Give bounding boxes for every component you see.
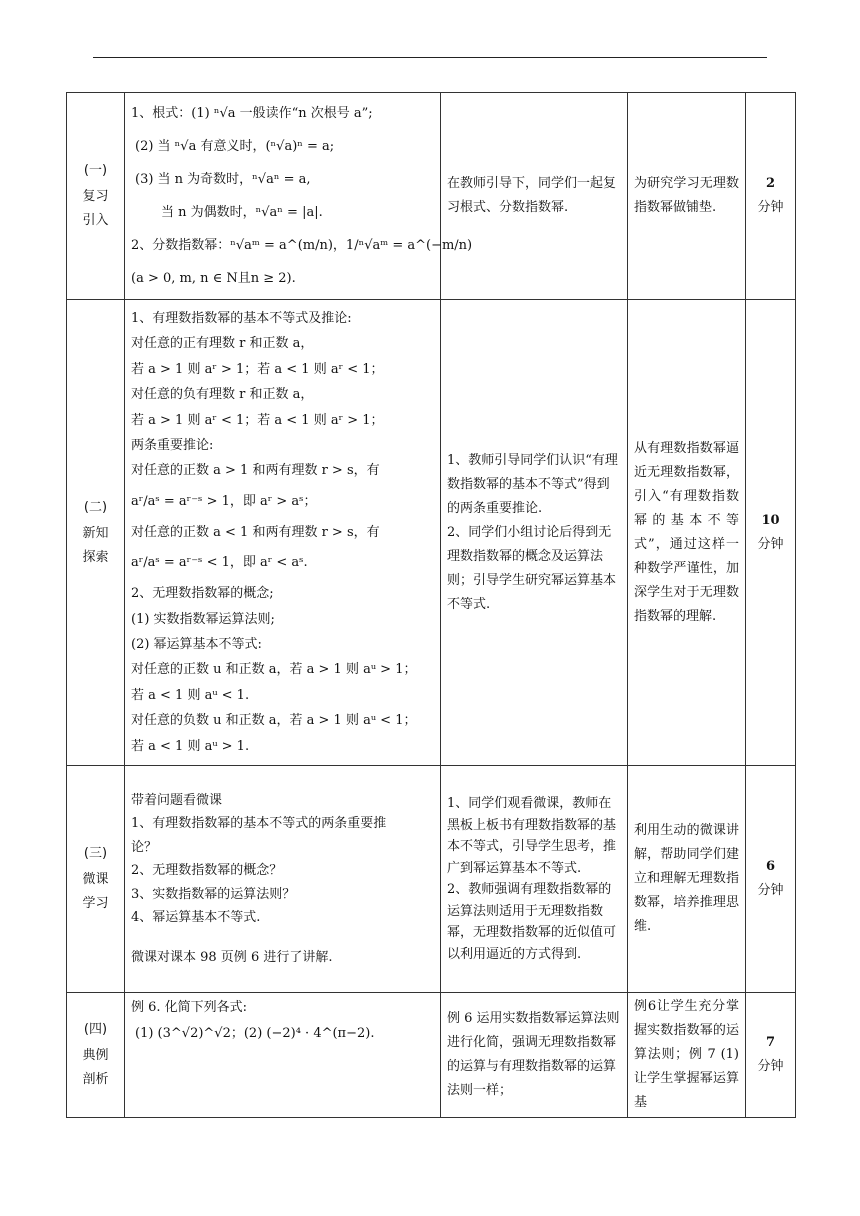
content-line: (1) 实数指数幂运算法则;	[131, 611, 275, 627]
time-cell	[746, 993, 796, 1118]
intent-cell: 利用生动的微课讲解，帮助同学们建立和理解无理数指数幂，培养推理思维.	[628, 766, 746, 993]
content-line: 当 n 为偶数时，ⁿ√aⁿ = |a|.	[161, 205, 323, 220]
content-line: (1) (3^√2)^√2；(2) (−2)⁴ · 4^(π−2).	[135, 1026, 375, 1041]
content-line: (3) 当 n 为奇数时，ⁿ√aⁿ = a,	[135, 172, 311, 187]
content-line: 带着问题看微课	[131, 792, 223, 808]
intent-cell: 为研究学习无理数指数幂做铺垫.	[628, 93, 746, 300]
content-line: 对任意的负有理数 r 和正数 a，	[131, 387, 314, 403]
lesson-plan-table	[66, 92, 796, 1118]
time-value: 6	[765, 859, 776, 874]
content-line: 若 a > 1 则 aʳ > 1；若 a < 1 则 aʳ < 1；	[131, 361, 384, 377]
content-line: 对任意的正数 u 和正数 a，若 a > 1 则 aᵘ > 1；	[131, 662, 417, 678]
stage-name: 新知	[82, 525, 109, 541]
stage-name: 引入	[82, 213, 109, 228]
content-line: 2、分数指数幂：ⁿ√aᵐ = a^(m/n)，1/ⁿ√aᵐ = a^(−m/n)	[131, 238, 473, 253]
content-line: 若 a < 1 则 aᵘ < 1.	[131, 687, 250, 703]
stage-name: 探索	[82, 549, 109, 565]
content-line: 1、有理数指数幂的基本不等式的两条重要推	[131, 816, 387, 832]
header-rule	[93, 57, 767, 58]
content-line: aʳ/aˢ = aʳ⁻ˢ < 1，即 aʳ < aˢ.	[131, 555, 308, 571]
content-cell	[125, 766, 441, 993]
time-unit: 分钟	[757, 1059, 784, 1074]
time-value: 7	[765, 1035, 776, 1050]
content-line	[131, 930, 434, 946]
time-unit: 分钟	[757, 883, 784, 898]
stage-cell	[67, 766, 125, 993]
content-cell	[125, 93, 473, 300]
time-unit: 分钟	[757, 200, 784, 215]
content-line: 2、无理数指数幂的概念;	[131, 586, 274, 602]
content-line: (2) 当 ⁿ√a 有意义时，(ⁿ√a)ⁿ = a;	[135, 139, 335, 154]
time-cell	[746, 300, 796, 766]
content-line: 两条重要推论:	[131, 437, 214, 453]
stage-name: 微课	[82, 872, 109, 887]
content-line: 对任意的负数 u 和正数 a，若 a > 1 则 aᵘ < 1；	[131, 713, 417, 729]
content-line: (a > 0, m, n ∈ N且n ≥ 2).	[131, 271, 296, 286]
activity-cell: 1、同学们观看微课，教师在黑板上板书有理数指数幂的基本不等式，引导学生思考，推广到幂运算基本不等式. 2、教师强调有理数指数幂的运算法则适用于无理数指数幂，无理数指数幂的近似值可以利用逼近的方式得到.	[441, 766, 628, 993]
time-unit: 分钟	[757, 536, 784, 552]
stage-cell	[67, 300, 125, 766]
intent-cell: 例6让学生充分掌握实数指数幂的运算法则；例 7 (1) 让学生掌握幂运算基	[628, 993, 746, 1118]
content-line: aʳ/aˢ = aʳ⁻ˢ > 1，即 aʳ > aˢ；	[131, 493, 317, 509]
time-cell	[746, 766, 796, 993]
stage-number: (一)	[83, 163, 108, 178]
time-cell	[746, 93, 796, 300]
content-line: 1、有理数指数幂的基本不等式及推论:	[131, 310, 352, 326]
stage-cell	[67, 993, 125, 1118]
table-row	[67, 766, 796, 993]
stage-name: 复习	[82, 189, 109, 204]
stage-number: (二)	[83, 499, 108, 515]
content-line: 对任意的正有理数 r 和正数 a，	[131, 336, 314, 352]
activity-cell: 例 6 运用实数指数幂运算法则进行化简，强调无理数指数幂的运算与有理数指数幂的运算法则一样；	[441, 993, 628, 1118]
stage-number: (三)	[83, 846, 108, 861]
time-value: 2	[765, 176, 776, 191]
stage-name: 典例	[82, 1048, 109, 1063]
table-row	[67, 93, 796, 300]
content-line: 1、根式：(1) ⁿ√a 一般读作“n 次根号 a”;	[131, 106, 373, 121]
stage-name: 学习	[82, 896, 109, 911]
content-line: 对任意的正数 a < 1 和两有理数 r > s，有	[131, 524, 380, 540]
table-row	[67, 993, 796, 1118]
content-cell	[125, 993, 441, 1118]
stage-number: (四)	[83, 1022, 108, 1037]
content-line: 3、实数指数幂的运算法则？	[131, 886, 296, 902]
stage-cell	[67, 93, 125, 300]
activity-cell: 在教师引导下，同学们一起复习根式、分数指数幂.	[441, 93, 628, 300]
time-value: 10	[761, 512, 780, 528]
stage-name: 剖析	[82, 1072, 109, 1087]
content-line: 若 a > 1 则 aʳ < 1；若 a < 1 则 aʳ > 1；	[131, 412, 384, 428]
activity-cell: 1、教师引导同学们认识“有理数指数幂的基本不等式”得到的两条重要推论. 2、同学们小组讨论后得到无理数指数幂的概念及运算法则；引导学生研究幂运算基本不等式.	[441, 300, 628, 766]
content-line: 例 6. 化简下列各式:	[131, 1000, 248, 1015]
table-row	[67, 300, 796, 766]
content-line: 2、无理数指数幂的概念？	[131, 863, 283, 879]
content-line: 论？	[131, 839, 158, 855]
content-line: 微课对课本 98 页例 6 进行了讲解.	[131, 949, 333, 965]
content-line: (2) 幂运算基本不等式:	[131, 637, 262, 653]
intent-cell: 从有理数指数幂逼近无理数指数幂，引入“有理数指数幂的基本不等式”，通过这样一种数学严谨性，加深学生对于无理数指数幂的理解.	[628, 300, 746, 766]
content-cell	[125, 300, 441, 766]
content-line: 4、幂运算基本不等式.	[131, 910, 261, 926]
content-line: 若 a < 1 则 aᵘ > 1.	[131, 738, 250, 754]
content-line: 对任意的正数 a > 1 和两有理数 r > s，有	[131, 463, 380, 479]
